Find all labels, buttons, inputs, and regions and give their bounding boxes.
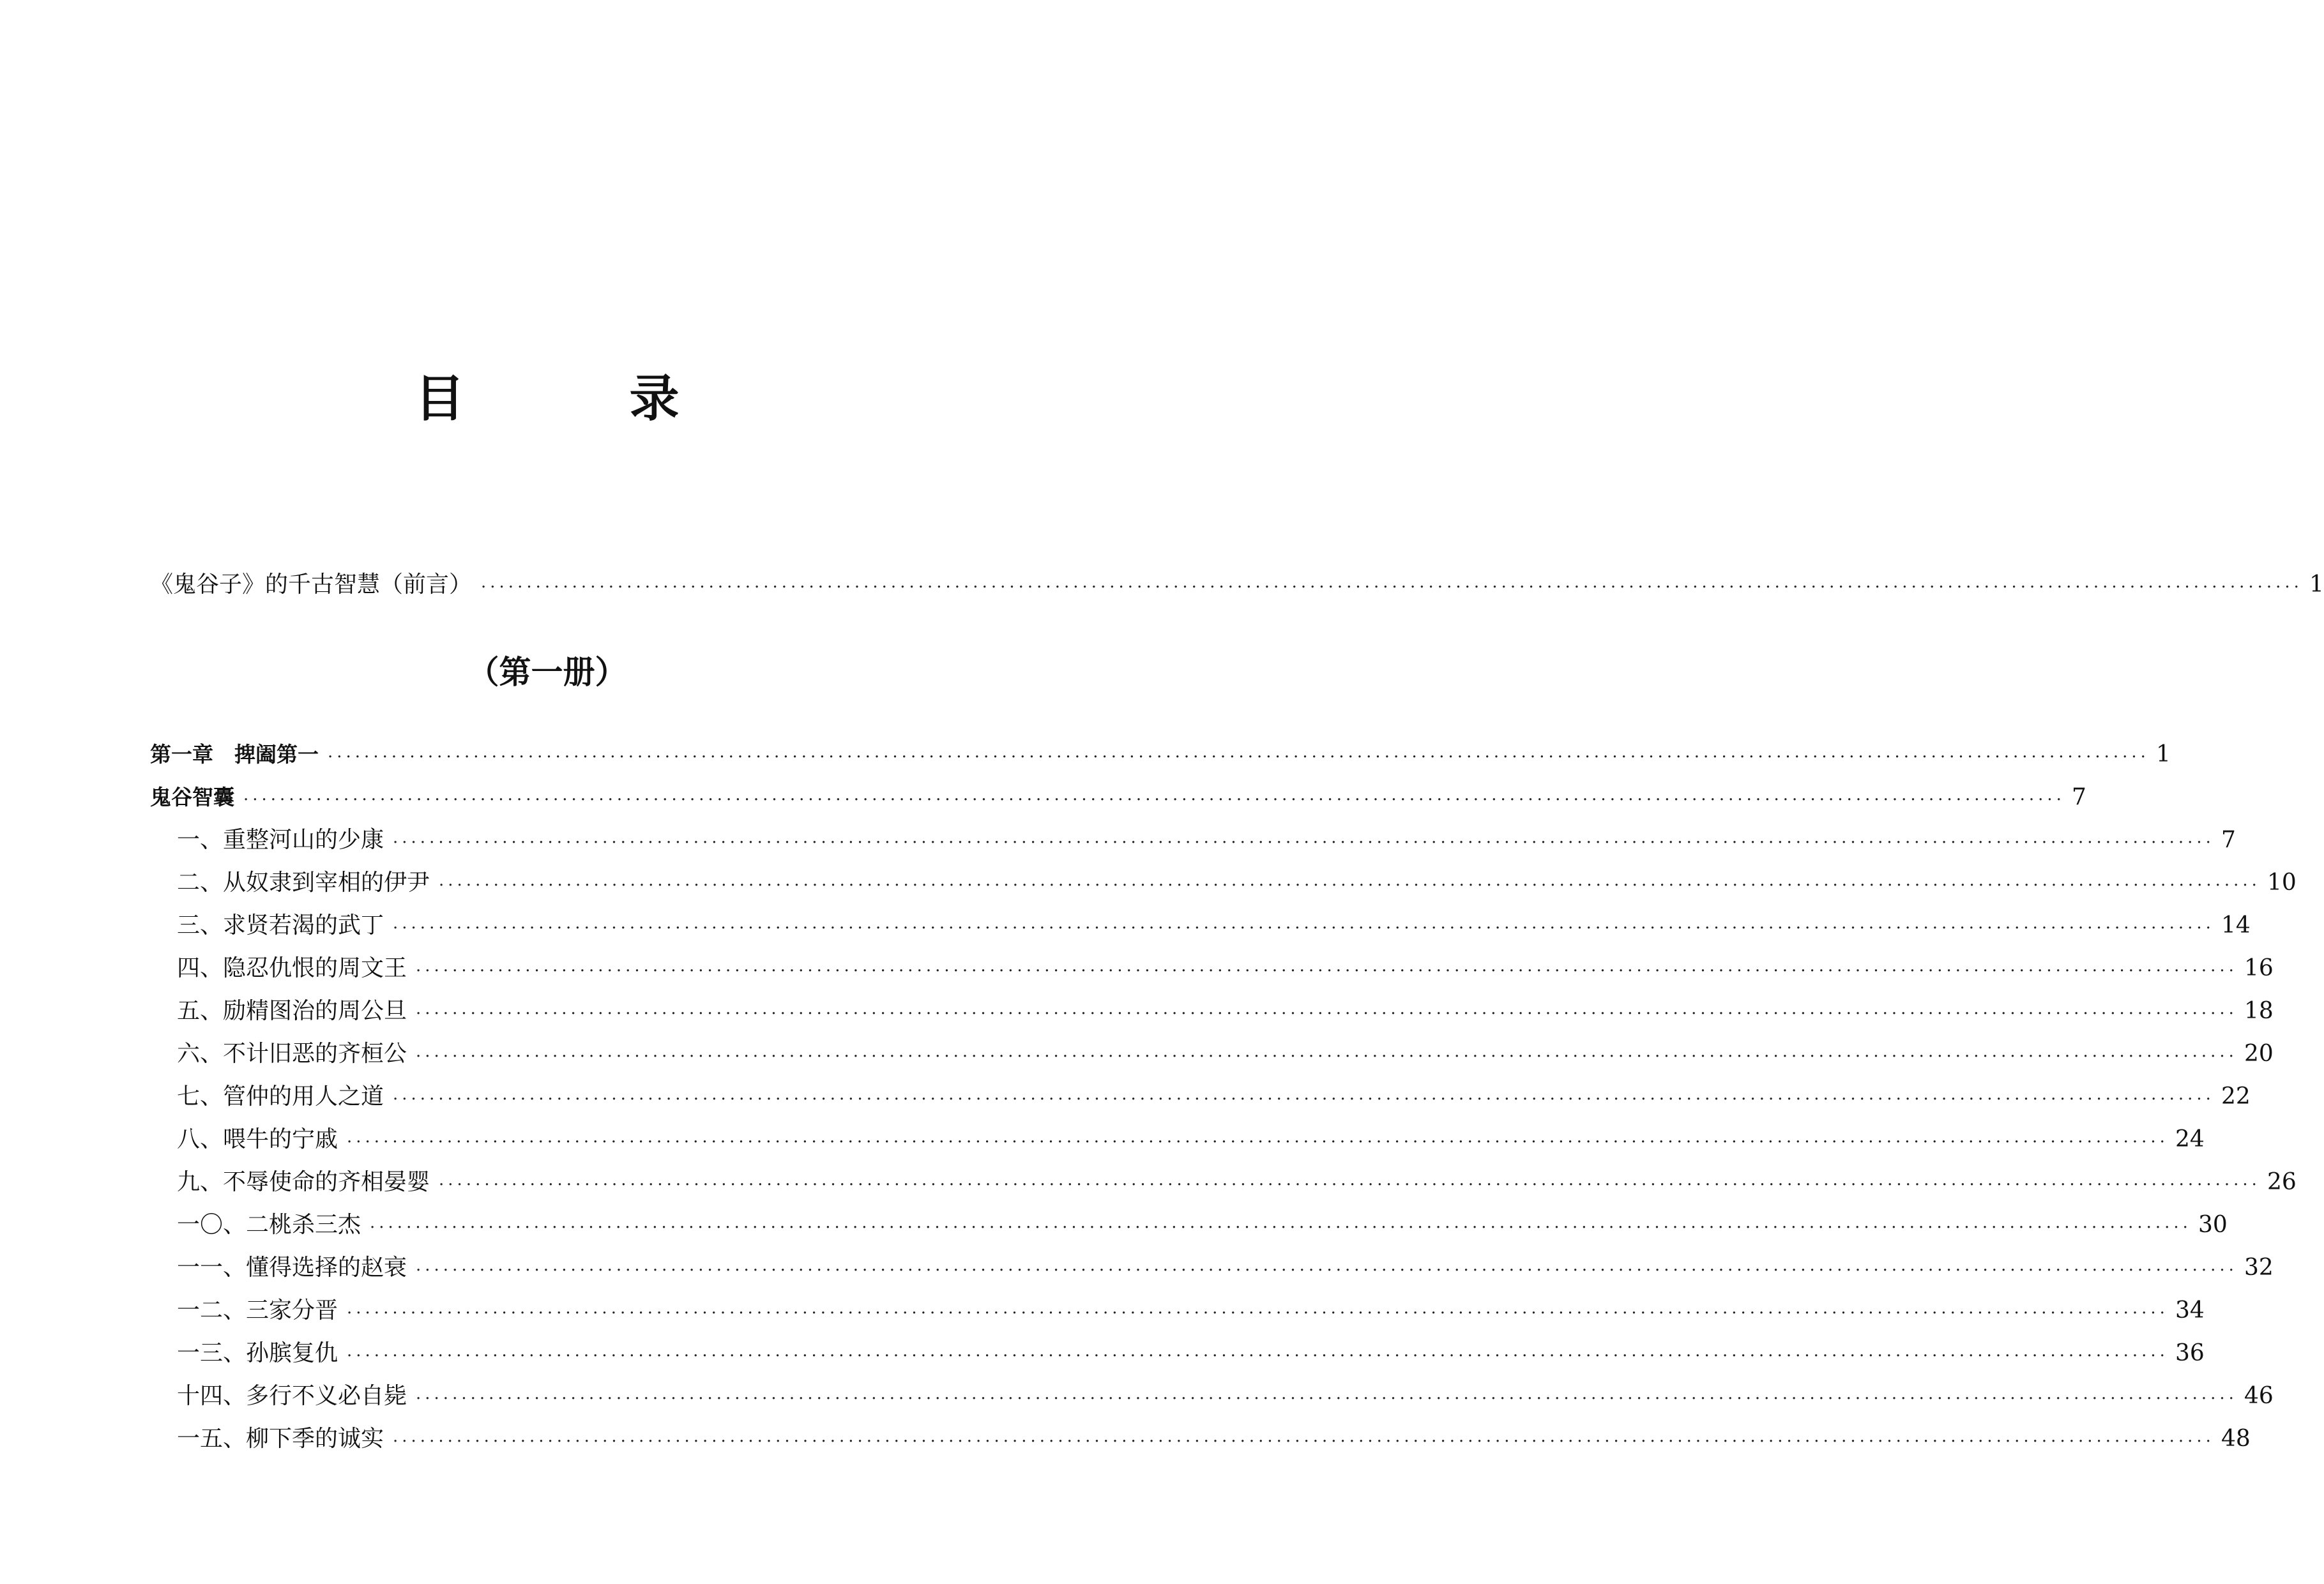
dot-leader: ········································································································································································································ — [393, 1090, 2215, 1109]
toc-entry-row[interactable] — [150, 1079, 2251, 1115]
dot-leader: ········································································································································································································ — [439, 876, 2261, 895]
dot-leader: ········································································································································································································ — [347, 1133, 2169, 1152]
toc-chapter-label: 第一章 捭阖第一 — [150, 742, 319, 767]
volume-heading: （第一册） — [467, 654, 627, 691]
toc-entry-label: 一五、柳下季的诚实 — [177, 1426, 384, 1452]
toc-entry-row[interactable] — [150, 1293, 2205, 1329]
toc-entry-row[interactable] — [150, 993, 2274, 1029]
toc-preface-page: 1 — [2309, 571, 2324, 598]
dot-leader: ········································································································································································································ — [416, 1004, 2238, 1023]
toc-entry-row[interactable] — [150, 865, 2297, 901]
dot-leader: ········································································································································································································ — [347, 1346, 2169, 1366]
toc-chapter-label: 鬼谷智囊 — [150, 785, 234, 810]
toc-entry-label: 九、不辱使命的齐相晏婴 — [177, 1169, 430, 1195]
toc-entry-row[interactable] — [150, 1378, 2274, 1414]
toc-entry-label: 一三、孙膑复仇 — [177, 1340, 338, 1366]
dot-leader: ········································································································································································································ — [481, 578, 2303, 597]
toc-entry-row[interactable] — [150, 951, 2274, 986]
toc-chapter-page: 7 — [2071, 784, 2086, 810]
toc-entry-row[interactable] — [150, 1165, 2297, 1200]
toc-entry-row[interactable] — [150, 908, 2251, 944]
dot-leader: ········································································································································································································ — [393, 1432, 2215, 1451]
toc-entry-page: 34 — [2175, 1297, 2205, 1324]
toc-entry-label: 一〇、二桃杀三杰 — [177, 1212, 361, 1238]
toc-entry-label: 一一、懂得选择的赵衰 — [177, 1255, 407, 1281]
toc-entry-row[interactable] — [150, 1207, 2228, 1243]
toc-entry-label: 七、管仲的用人之道 — [177, 1083, 384, 1110]
dot-leader: ········································································································································································································ — [347, 1304, 2169, 1323]
toc-entry-page: 10 — [2267, 870, 2297, 896]
toc-entry-page: 7 — [2221, 827, 2236, 853]
toc-entry-row[interactable] — [150, 1250, 2274, 1286]
toc-preface-row[interactable] — [150, 567, 2324, 603]
dot-leader: ········································································································································································································ — [393, 833, 2215, 852]
toc-entry-page: 32 — [2244, 1255, 2274, 1281]
toc-chapter-row[interactable] — [150, 780, 2086, 815]
dot-leader: ········································································································································································································ — [416, 1389, 2238, 1408]
dot-leader: ········································································································································································································ — [439, 1175, 2261, 1195]
toc-entry-page: 16 — [2244, 955, 2274, 981]
dot-leader: ········································································································································································································ — [416, 1047, 2238, 1066]
toc-entry-label: 五、励精图治的周公旦 — [177, 998, 407, 1024]
dot-leader: ········································································································································································································ — [328, 748, 2150, 767]
toc-entry-page: 26 — [2267, 1169, 2297, 1195]
toc-entry-row[interactable] — [150, 1036, 2274, 1072]
toc-entry-page: 20 — [2244, 1041, 2274, 1067]
toc-preface-label: 《鬼谷子》的千古智慧（前言） — [150, 571, 473, 598]
toc-chapter-row[interactable] — [150, 737, 2171, 773]
toc-entry-label: 八、喂牛的宁戚 — [177, 1126, 338, 1152]
toc-entry-label: 二、从奴隶到宰相的伊尹 — [177, 870, 430, 896]
toc-chapter-page: 1 — [2155, 741, 2171, 767]
dot-leader: ········································································································································································································ — [243, 790, 2065, 810]
toc-entry-page: 14 — [2221, 912, 2251, 939]
toc-entry-row[interactable] — [150, 1421, 2251, 1457]
toc-entry-label: 一、重整河山的少康 — [177, 827, 384, 853]
toc-entry-page: 48 — [2221, 1426, 2251, 1452]
toc-entry-row[interactable] — [150, 1336, 2205, 1371]
page-title: 目 录 — [414, 370, 737, 428]
dot-leader: ········································································································································································································ — [393, 919, 2215, 938]
toc-entry-label: 十四、多行不义必自毙 — [177, 1383, 407, 1409]
toc-entry-page: 46 — [2244, 1383, 2274, 1409]
toc-entry-label: 一二、三家分晋 — [177, 1297, 338, 1324]
toc-entry-page: 18 — [2244, 998, 2274, 1024]
toc-entry-page: 36 — [2175, 1340, 2205, 1366]
toc-entry-row[interactable] — [150, 1122, 2205, 1158]
toc-entry-label: 三、求贤若渴的武丁 — [177, 912, 384, 939]
dot-leader: ········································································································································································································ — [416, 1261, 2238, 1280]
toc-entry-page: 30 — [2198, 1212, 2228, 1238]
toc-entry-label: 六、不计旧恶的齐桓公 — [177, 1041, 407, 1067]
dot-leader: ········································································································································································································ — [416, 962, 2238, 981]
toc-entry-row[interactable] — [150, 822, 2236, 858]
toc-entry-label: 四、隐忍仇恨的周文王 — [177, 955, 407, 981]
toc-entry-page: 22 — [2221, 1083, 2251, 1110]
toc-entry-page: 24 — [2175, 1126, 2205, 1152]
dot-leader: ········································································································································································································ — [370, 1218, 2192, 1237]
